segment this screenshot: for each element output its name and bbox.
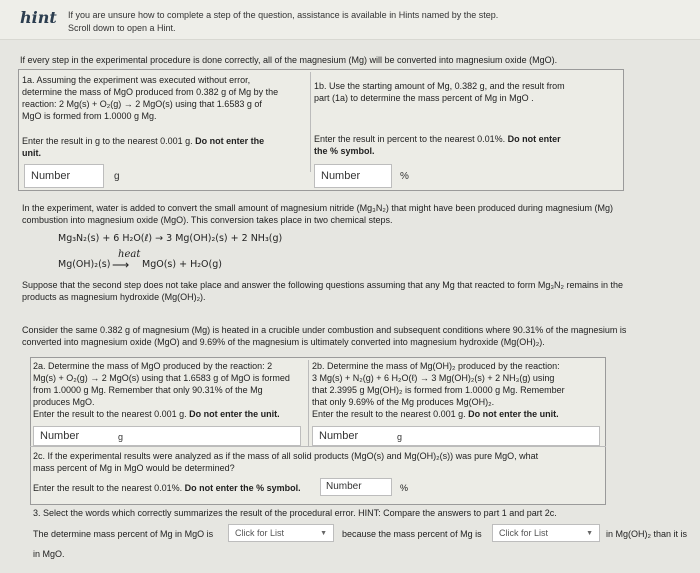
q2b-enter-bold: Do not enter the unit. (468, 409, 559, 419)
q1a-enter-text: Enter the result in g to the nearest 0.001 g. (22, 136, 193, 146)
q2a-number-input[interactable] (33, 426, 301, 446)
q2c-line-2: mass percent of Mg in MgO would be determined? (33, 463, 235, 473)
question-2b-text (312, 360, 604, 420)
q2a-line-4: produces MgO. (33, 397, 95, 407)
para3-line-1: Consider the same 0.382 g of magnesium (Mg) is heated in a crucible under combustion and subsequent conditions where 90.31% of the magnesium is (22, 325, 627, 335)
q3-sentence-part-4: in MgO. (33, 549, 65, 559)
equation-heat-label: heat (118, 249, 141, 260)
q1b-number-input[interactable]: Number (314, 164, 392, 188)
question-1a-text (22, 74, 312, 122)
para2-line-1: Suppose that the second step does not take place and answer the following questions assuming that any Mg that reacted to form Mg₃N₂ remains in the (22, 280, 624, 290)
q2b-line-2: 3 Mg(s) + N₂(g) + 6 H₂O(ℓ) → 3 Mg(OH)₂(s) + 2 NH₃(g) using (312, 373, 555, 383)
question-2c-text (33, 450, 603, 474)
q2b-enter-text: Enter the result to the nearest 0.001 g. (312, 409, 466, 419)
chevron-down-icon: ▼ (320, 530, 327, 537)
q3-sentence-part-2: because the mass percent of Mg is (342, 529, 482, 539)
hint-logo: hint (20, 8, 57, 27)
q2a-line-3: from 1.0000 g Mg. Remember that only 90.31% of the Mg (33, 385, 263, 395)
q1a-line-1: 1a. Assuming the experiment was executed without error, (22, 75, 251, 85)
hint-line-2: Scroll down to open a Hint. (68, 23, 176, 33)
question-2c-divider (30, 446, 606, 447)
reaction-arrow-icon: ⟶ (112, 258, 130, 272)
q1a-enter-tail: unit. (22, 148, 41, 158)
suppose-paragraph (22, 279, 692, 303)
q3-select-1[interactable] (228, 524, 334, 542)
q2b-line-1: 2b. Determine the mass of Mg(OH)₂ produced by the reaction: (312, 361, 560, 371)
q2a-line-1: 2a. Determine the mass of MgO produced by the reaction: 2 (33, 361, 273, 371)
q1b-line-2: part (1a) to determine the mass percent of Mg in MgO . (314, 93, 534, 103)
q1a-enter-bold: Do not enter the (195, 136, 265, 146)
equation-hydroxide-right: MgO(s) + H₂O(g) (142, 259, 222, 270)
question-3-prompt: 3. Select the words which correctly summarizes the result of the procedural error. HINT: Compare the answers to part 1 and part 2c. (33, 508, 557, 518)
consider-paragraph (22, 324, 692, 348)
q2a-enter-text: Enter the result to the nearest 0.001 g. (33, 409, 187, 419)
q2c-enter-text: Enter the result to the nearest 0.01%. (33, 483, 183, 493)
question-1b-instructions (314, 133, 614, 157)
q1a-line-4: MgO is formed from 1.0000 g Mg. (22, 111, 157, 121)
chevron-down-icon: ▼ (586, 530, 593, 537)
q2b-input-placeholder: Number (319, 430, 359, 442)
intro-text: If every step in the experimental procedure is done correctly, all of the magnesium (Mg) will be converted into magnesium oxide (MgO). (20, 55, 558, 65)
q2c-number-input[interactable]: Number (320, 478, 392, 496)
q2c-line-1: 2c. If the experimental results were analyzed as if the mass of all solid products (MgO(s) and Mg(OH)₂(s)) was pure MgO, what (33, 451, 539, 461)
question-2c-instructions (33, 482, 301, 494)
q1b-line-1: 1b. Use the starting amount of Mg, 0.382 g, and the result from (314, 81, 565, 91)
equation-nitride-hydrolysis: Mg₃N₂(s) + 6 H₂O(ℓ) → 3 Mg(OH)₂(s) + 2 NH₃(g) (58, 233, 283, 244)
q1a-line-3: reaction: 2 Mg(s) + O₂(g) → 2 MgO(s) using that 1.6583 g of (22, 99, 262, 109)
hint-line-1: If you are unsure how to complete a step of the question, assistance is available in Hints named by the step. (68, 10, 499, 20)
q1b-enter-bold: Do not enter (507, 134, 561, 144)
q2a-input-placeholder: Number (40, 430, 80, 442)
q2b-line-4: that only 9.69% of the Mg produces Mg(OH)₂. (312, 397, 495, 407)
hint-text (68, 9, 498, 35)
q1b-enter-text: Enter the result in percent to the nearest 0.01%. (314, 134, 506, 144)
question-2a-text (33, 360, 309, 420)
q1b-unit: % (400, 171, 409, 182)
q3-select-2-label: Click for List (499, 528, 549, 538)
q2a-line-2: Mg(s) + O₂(g) → 2 MgO(s) using that 1.6583 g of MgO is formed (33, 373, 290, 383)
question-1a-instructions (22, 135, 312, 159)
para1-line-1: In the experiment, water is added to convert the small amount of magnesium nitride (Mg₃N₂) that might have been produced during magnesium (Mg) (22, 203, 613, 213)
q1a-number-input[interactable]: Number (24, 164, 104, 188)
question-1b-text (314, 80, 614, 104)
q3-sentence-part-1: The determine mass percent of Mg in MgO is (33, 529, 214, 539)
q2b-unit: g (397, 432, 403, 442)
para2-line-2: products as magnesium hydroxide (Mg(OH)₂). (22, 292, 206, 302)
para1-line-2: combustion into magnesium oxide (MgO). This conversion takes place in two chemical steps. (22, 215, 393, 225)
nitride-paragraph (22, 202, 692, 226)
q2c-unit: % (400, 483, 409, 493)
q2b-number-input[interactable] (312, 426, 600, 446)
para3-line-2: converted into magnesium oxide (MgO) and 9.69% of the magnesium is ultimately converted into magnesium hydroxide (Mg(OH)₂). (22, 337, 545, 347)
q2a-enter-bold: Do not enter the unit. (189, 409, 280, 419)
q1b-enter-tail: the % symbol. (314, 146, 375, 156)
q1a-unit: g (114, 171, 120, 182)
q2b-line-3: that 2.3995 g Mg(OH)₂ is formed from 1.0000 g Mg. Remember (312, 385, 565, 395)
equation-hydroxide-left: Mg(OH)₂(s) (58, 259, 111, 270)
q1a-line-2: determine the mass of MgO produced from 0.382 g of Mg by the (22, 87, 279, 97)
q3-select-2[interactable] (492, 524, 600, 542)
q3-sentence-part-3: in Mg(OH)₂ than it is (606, 529, 688, 539)
q2c-enter-bold: Do not enter the % symbol. (184, 483, 301, 493)
q2a-unit: g (118, 432, 124, 442)
q3-select-1-label: Click for List (235, 528, 285, 538)
